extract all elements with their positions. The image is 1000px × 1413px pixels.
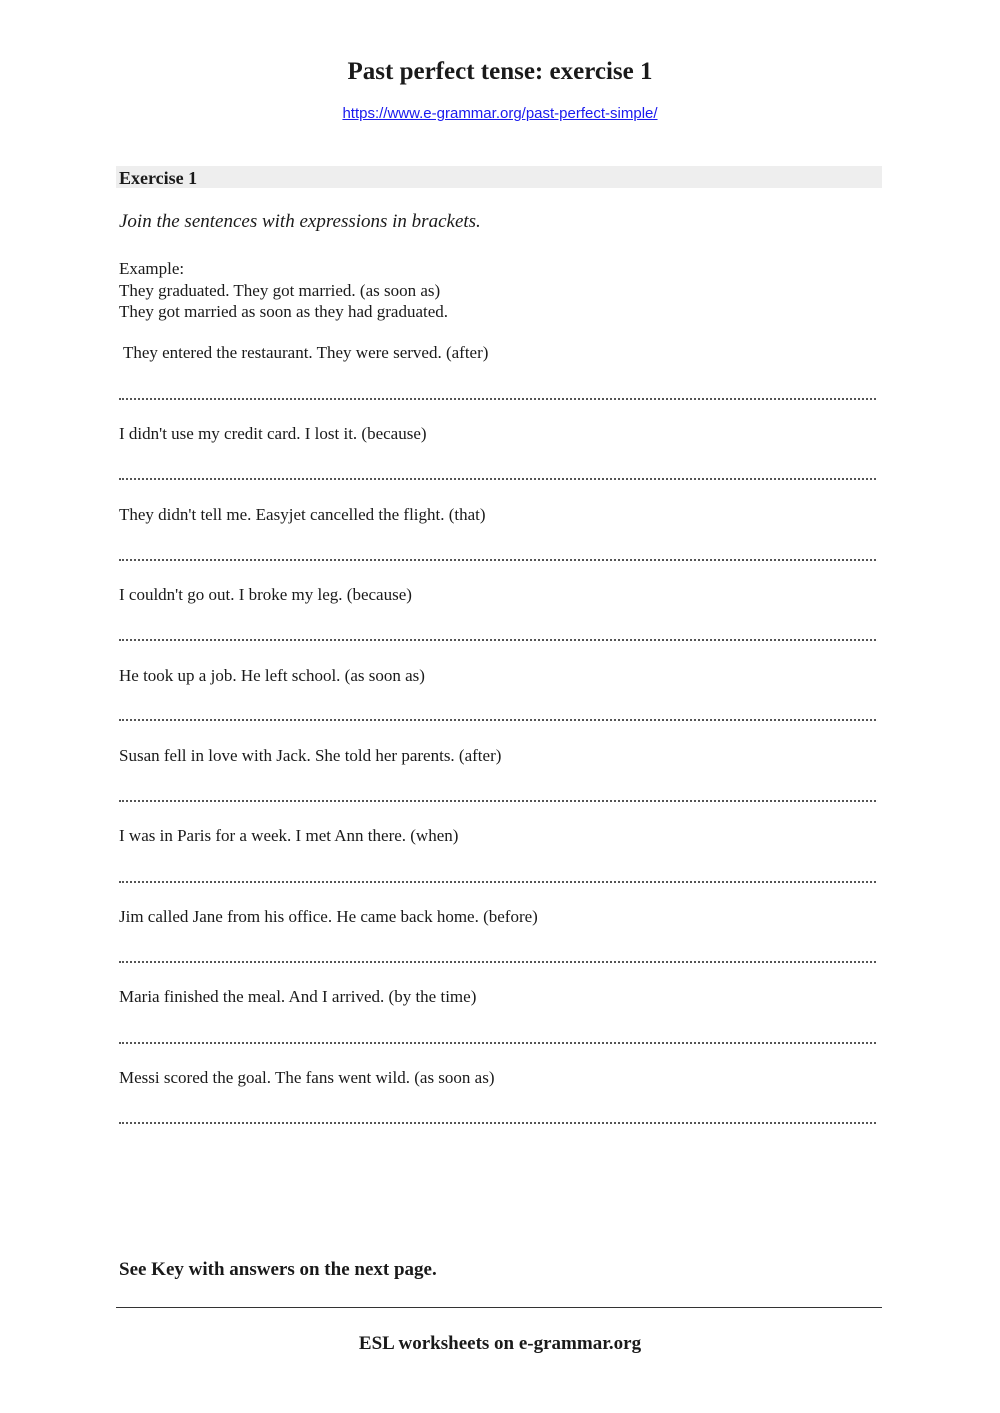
- exercise-heading: Exercise 1: [116, 166, 882, 188]
- question-5: He took up a job. He left school. (as soon as): [119, 666, 425, 685]
- question-8: Jim called Jane from his office. He came back home. (before): [119, 907, 538, 926]
- question-3: They didn't tell me. Easyjet cancelled the flight. (that): [119, 505, 486, 524]
- example-answer: They got married as soon as they had graduated.: [119, 302, 449, 321]
- answer-key-note: See Key with answers on the next page.: [119, 1259, 437, 1280]
- question-9: Maria finished the meal. And I arrived. (by the time): [119, 987, 477, 1006]
- question-1: They entered the restaurant. They were served. (after): [119, 343, 489, 362]
- answer-line-2[interactable]: [119, 478, 876, 480]
- question-2: I didn't use my credit card. I lost it. (because): [119, 424, 427, 443]
- example-label: Example:: [119, 259, 185, 278]
- answer-line-4[interactable]: [119, 639, 876, 641]
- answer-line-3[interactable]: [119, 559, 876, 561]
- answer-line-7[interactable]: [119, 881, 876, 883]
- answer-line-9[interactable]: [119, 1042, 876, 1044]
- footer-text: ESL worksheets on e-grammar.org: [358, 1333, 642, 1354]
- answer-line-5[interactable]: [119, 719, 876, 721]
- source-link[interactable]: https://www.e-grammar.org/past-perfect-simple/: [342, 105, 658, 122]
- question-10: Messi scored the goal. The fans went wild. (as soon as): [119, 1068, 495, 1087]
- example-prompt: They graduated. They got married. (as soon as): [119, 280, 441, 300]
- exercise-instruction: Join the sentences with expressions in brackets.: [119, 211, 481, 232]
- footer-divider: [116, 1307, 882, 1308]
- example-block: [119, 258, 448, 323]
- answer-line-10[interactable]: [119, 1122, 876, 1124]
- question-6: Susan fell in love with Jack. She told her parents. (after): [119, 746, 502, 765]
- answer-line-6[interactable]: [119, 800, 876, 802]
- question-4: I couldn't go out. I broke my leg. (because): [119, 585, 412, 604]
- answer-line-1[interactable]: [119, 398, 876, 400]
- page-title: Past perfect tense: exercise 1: [347, 58, 653, 85]
- question-7: I was in Paris for a week. I met Ann there. (when): [119, 826, 459, 845]
- answer-line-8[interactable]: [119, 961, 876, 963]
